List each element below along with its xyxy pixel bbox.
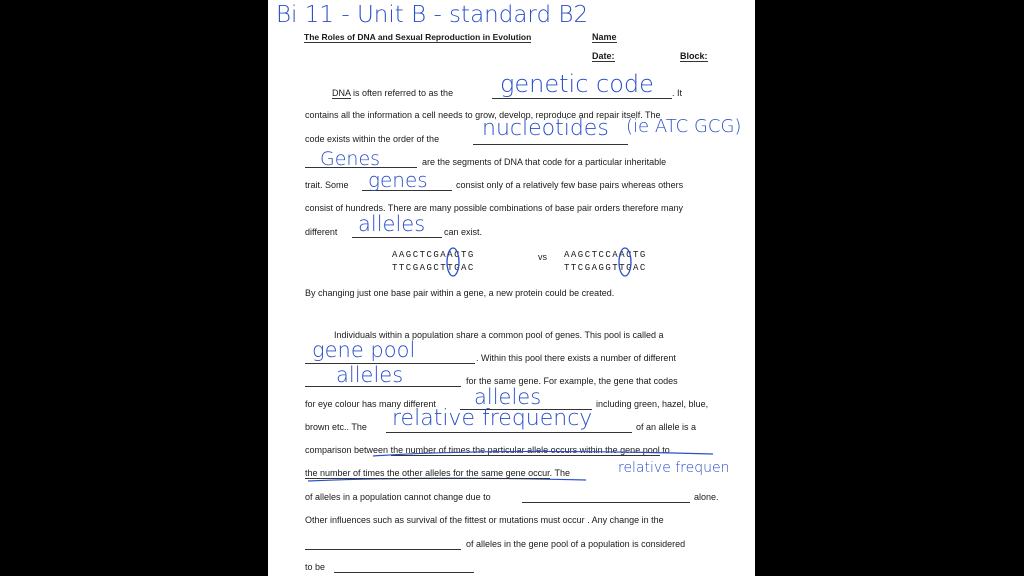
p1-line-4: are the segments of DNA that code for a particular inheritable bbox=[422, 157, 667, 167]
underlined-phrase-1: the number of times the particular allele occurs within the gene pool bbox=[390, 445, 660, 455]
p1-line-6: consist of hundreds. There are many possible combinations of base pair orders therefore many bbox=[305, 203, 684, 213]
answer-genes: Genes bbox=[320, 148, 381, 170]
underlined-phrase-2: the number of times the other alleles for the same gene occur bbox=[305, 468, 550, 478]
answer-gene-pool: gene pool bbox=[312, 338, 416, 362]
ink-underline-1 bbox=[373, 451, 713, 456]
answer-nucleotide-example: (ie ATC GCG) bbox=[626, 116, 742, 137]
worksheet-page: Bi 11 - Unit B - standard B2 The Roles of DNA and Sexual Reproduction in Evolution Name Date: Block: DNA is often referred to as the genetic code . It contains all the information a cell needs to grow, develop, reproduce and repair itself. The code exists within the order of the nucleotides (ie ATC GCG) Genes are the segments of DNA that code for a particular inheritable trait. Some genes consist only of a relatively few base pairs whereas others consist of hundreds. There are many possible combinations of base pair orders therefore many different alleles can exist. AAGCTCGAACTG TTCGAGCTTGAC vs AAGCTCCAACTG TTCGAGGTTGAC By changing just one base pair within a gene, a new protein could be created. Individuals within a population share a common pool of genes. This pool is called a gene pool . Within this pool there exists a number of different alleles for the same gene. For example, the gene that codes for eye colour has many different alleles including green, hazel, blue, brown etc.. The relative frequency of an allele is a comparison between the number of times the particular allele occurs within the gene pool to the number of times the other alleles for the same gene occur. The relative frequen of alleles in a population cannot change due to alone. Other influences such as survival of the fittest or mutations must occur . Any change in the of alleles in the gene pool of a population is considered to be bbox=[268, 0, 755, 576]
name-label: Name bbox=[592, 32, 617, 42]
answer-nucleotides: nucleotides bbox=[482, 116, 609, 141]
p2-line-4a: for eye colour has many different bbox=[305, 399, 436, 409]
p2-line-2: . Within this pool there exists a number of different bbox=[476, 353, 676, 363]
answer-alleles: alleles bbox=[358, 212, 426, 236]
block-label: Block: bbox=[680, 51, 708, 61]
dna-term: DNA bbox=[332, 88, 351, 98]
answer-genes-2: genes bbox=[368, 168, 428, 192]
p2-line-10: of alleles in the gene pool of a population is considered bbox=[466, 539, 686, 549]
blank-p2-8 bbox=[522, 492, 690, 503]
sequence-right-bottom: TTCGAGGTTGAC bbox=[564, 263, 647, 273]
p2-line-6: comparison between the number of times the particular allele occurs within the gene pool to bbox=[305, 445, 670, 455]
answer-alleles-3: alleles bbox=[474, 385, 542, 409]
p1-line-5b: consist only of a relatively few base pairs whereas others bbox=[456, 180, 684, 190]
sequence-vs: vs bbox=[538, 252, 547, 262]
circle-right-pair bbox=[619, 248, 631, 276]
p2-line-8a: of alleles in a population cannot change due to bbox=[305, 492, 491, 502]
p2-line-1: Individuals within a population share a common pool of genes. This pool is called a bbox=[334, 330, 664, 340]
answer-relative-frequency: relative frequency bbox=[392, 406, 593, 431]
p2-line-5a: brown etc.. The bbox=[305, 422, 367, 432]
circle-left-pair bbox=[447, 248, 459, 276]
blank-p2-11 bbox=[334, 562, 474, 573]
p1-line-7b: can exist. bbox=[444, 227, 483, 237]
base-pair-circles bbox=[268, 0, 755, 300]
p1-line-1: DNA is often referred to as the bbox=[332, 88, 454, 98]
p2-line-9: Other influences such as survival of the fittest or mutations must occur . Any change in the bbox=[305, 515, 664, 525]
date-label: Date: bbox=[592, 51, 615, 61]
answer-alleles-2: alleles bbox=[336, 363, 404, 387]
p2-line-3: for the same gene. For example, the gene that codes bbox=[466, 376, 678, 386]
p2-line-11: to be bbox=[305, 562, 326, 572]
p1-line-3: code exists within the order of the bbox=[305, 134, 440, 144]
unit-title: Bi 11 - Unit B - standard B2 bbox=[276, 2, 589, 28]
sequence-left-bottom: TTCGAGCTTGAC bbox=[392, 263, 475, 273]
answer-genetic-code: genetic code bbox=[500, 70, 654, 98]
blank-p2-10 bbox=[305, 539, 461, 550]
sequence-caption: By changing just one base pair within a gene, a new protein could be created. bbox=[305, 288, 615, 298]
p1-line-5a: trait. Some bbox=[305, 180, 349, 190]
sequence-right-top: AAGCTCCAACTG bbox=[564, 250, 647, 260]
sequence-left-top: AAGCTCGAACTG bbox=[392, 250, 475, 260]
p2-line-7: the number of times the other alleles for the same gene occur. The bbox=[305, 468, 570, 478]
p1-line-2: contains all the information a cell needs to grow, develop, reproduce and repair itself. The bbox=[305, 110, 661, 120]
answer-relative-frequency-2: relative frequen bbox=[618, 460, 730, 476]
worksheet-subtitle: The Roles of DNA and Sexual Reproduction in Evolution bbox=[304, 32, 532, 42]
p2-line-5b: of an allele is a bbox=[636, 422, 697, 432]
p1-line-7a: different bbox=[305, 227, 338, 237]
p2-line-4b: including green, hazel, blue, bbox=[596, 399, 709, 409]
p2-line-8b: alone. bbox=[694, 492, 719, 502]
